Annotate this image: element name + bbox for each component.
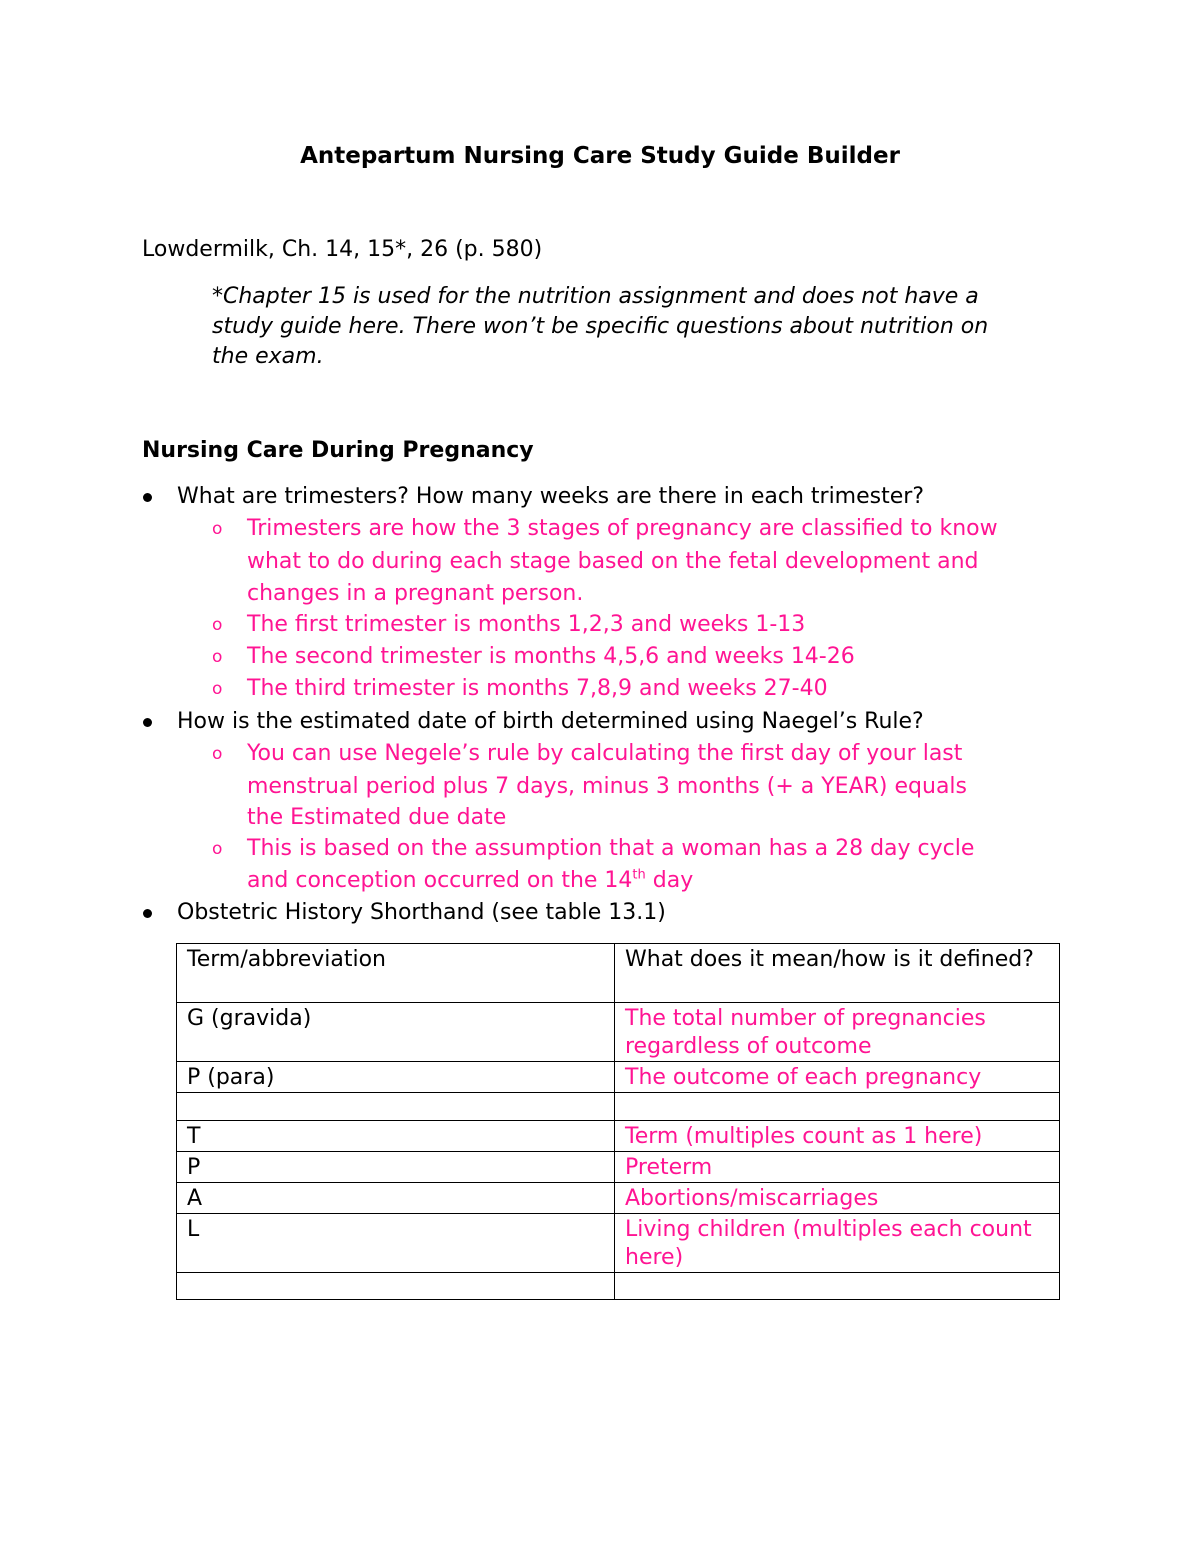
- table-header-row: [177, 944, 1060, 1003]
- answer-assumption-line-2: [247, 866, 693, 896]
- sub-bullet-icon: o: [212, 839, 223, 859]
- answer-assumption-tail: day: [645, 868, 694, 893]
- table-row: [177, 1093, 1060, 1121]
- answer-assumption-line-1: This is based on the assumption that a woman has a 28 day cycle: [247, 836, 975, 861]
- sub-bullet-icon: o: [212, 647, 223, 667]
- bullet-icon: [143, 718, 152, 727]
- note-line-2: study guide here. There won’t be specific questions about nutrition on: [212, 314, 989, 339]
- table-row: [177, 1273, 1060, 1300]
- table-header-cell: What does it mean/how is it defined?: [615, 944, 1060, 1003]
- question-obstetric-history: Obstetric History Shorthand (see table 13.1): [177, 900, 666, 925]
- table-row: [177, 1003, 1060, 1062]
- sub-bullet-icon: o: [212, 679, 223, 699]
- table-cell-definition: Abortions/miscarriages: [615, 1183, 1060, 1214]
- answer-trimesters-line-3: changes in a pregnant person.: [247, 581, 584, 606]
- note-line-3: the exam.: [212, 344, 324, 369]
- chapter-reference: Lowdermilk, Ch. 14, 15*, 26 (p. 580): [142, 237, 543, 262]
- table-cell-term: G (gravida): [177, 1003, 615, 1062]
- table-row: [177, 1062, 1060, 1093]
- answer-second-trimester: The second trimester is months 4,5,6 and weeks 14-26: [247, 644, 855, 669]
- bullet-icon: [143, 909, 152, 918]
- table-cell-definition: The total number of pregnancies regardless of outcome: [615, 1003, 1060, 1062]
- answer-first-trimester: The first trimester is months 1,2,3 and weeks 1-13: [247, 612, 806, 637]
- table-cell-term: T: [177, 1121, 615, 1152]
- question-trimesters: What are trimesters? How many weeks are there in each trimester?: [177, 484, 924, 509]
- answer-naegele-line-1: You can use Negele’s rule by calculating the first day of your last: [247, 741, 963, 766]
- ordinal-superscript: th: [632, 867, 646, 883]
- table-cell-term: P: [177, 1152, 615, 1183]
- table-cell-term: [177, 1093, 615, 1121]
- table-cell-definition: Term (multiples count as 1 here): [615, 1121, 1060, 1152]
- table-cell-definition: Preterm: [615, 1152, 1060, 1183]
- answer-naegele-line-3: the Estimated due date: [247, 805, 507, 830]
- obstetric-history-table: [176, 943, 1060, 1300]
- table-cell-term: [177, 1273, 615, 1300]
- table-row: [177, 1121, 1060, 1152]
- sub-bullet-icon: o: [212, 519, 223, 539]
- sub-bullet-icon: o: [212, 744, 223, 764]
- table-cell-term: A: [177, 1183, 615, 1214]
- table-header-cell: Term/abbreviation: [177, 944, 615, 1003]
- answer-assumption-text: and conception occurred on the 14: [247, 868, 633, 893]
- table-cell-definition: The outcome of each pregnancy: [615, 1062, 1060, 1093]
- answer-trimesters-line-1: Trimesters are how the 3 stages of pregnancy are classified to know: [247, 516, 998, 541]
- bullet-icon: [143, 493, 152, 502]
- table-row: [177, 1183, 1060, 1214]
- question-naegele-rule: How is the estimated date of birth determined using Naegel’s Rule?: [177, 709, 924, 734]
- table-row: [177, 1214, 1060, 1273]
- note-line-1: *Chapter 15 is used for the nutrition assignment and does not have a: [212, 284, 979, 309]
- table-row: [177, 1152, 1060, 1183]
- table-cell-term: L: [177, 1214, 615, 1273]
- sub-bullet-icon: o: [212, 615, 223, 635]
- answer-trimesters-line-2: what to do during each stage based on the fetal development and: [247, 549, 979, 574]
- answer-third-trimester: The third trimester is months 7,8,9 and weeks 27-40: [247, 676, 828, 701]
- table-cell-definition: [615, 1273, 1060, 1300]
- table-cell-definition: [615, 1093, 1060, 1121]
- document-title: Antepartum Nursing Care Study Guide Builder: [300, 143, 900, 169]
- section-heading: Nursing Care During Pregnancy: [142, 438, 534, 463]
- answer-naegele-line-2: menstrual period plus 7 days, minus 3 months (+ a YEAR) equals: [247, 774, 967, 799]
- table-cell-definition: Living children (multiples each count here): [615, 1214, 1060, 1273]
- table-cell-term: P (para): [177, 1062, 615, 1093]
